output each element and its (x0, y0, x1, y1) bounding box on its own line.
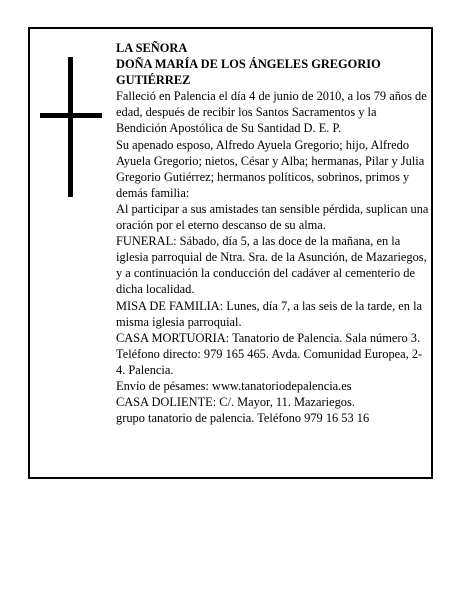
death-announcement: Falleció en Palencia el día 4 de junio de 2010, a los 79 años de edad, después de recibir los Santos Sacramentos y la Bendición Apostólica de Su Santidad D. E. P. (116, 89, 427, 136)
funeral-home-contact: grupo tanatorio de palencia. Teléfono 979 16 53 16 (116, 411, 370, 426)
cross-icon (40, 57, 104, 197)
mourning-house-info: CASA DOLIENTE: C/. Mayor, 11. Mazariegos. (116, 395, 355, 410)
notice-text (116, 40, 430, 426)
notice-heading-name: DOÑA MARÍA DE LOS ÁNGELES GREGORIO GUTIÉRREZ (116, 57, 381, 88)
cross-vertical-bar (68, 57, 73, 197)
family-members: Su apenado esposo, Alfredo Ayuela Gregorio; hijo, Alfredo Ayuela Gregorio; nietos, César y Alba; hermanas, Pilar y Julia Gregorio Gutiérrez; hermanos políticos, sobrinos, primos y demás familia: (116, 137, 425, 200)
obituary-notice (28, 27, 433, 479)
family-mass-info: MISA DE FAMILIA: Lunes, día 7, a las seis de la tarde, en la misma iglesia parroquial. (116, 298, 423, 329)
notice-heading-title: LA SEÑORA (116, 41, 188, 55)
prayer-request: Al participar a sus amistades tan sensible pérdida, suplican una oración por el eterno descanso de su alma. (116, 201, 429, 233)
funeral-info: FUNERAL: Sábado, día 5, a las doce de la mañana, en la iglesia parroquial de Ntra. Sra. de la Asunción, de Mazariegos, y a continuación la conducción del cadáver al cementerio de dicha localidad. (116, 234, 427, 297)
cross-horizontal-bar (40, 113, 102, 118)
condolences-website: Envío de pésames: www.tanatoriodepalencia.es (116, 378, 352, 393)
mortuary-info: CASA MORTUORIA: Tanatorio de Palencia. Sala número 3. Teléfono directo: 979 165 465. Avda. Comunidad Europea, 2-4. Palencia. (116, 330, 423, 377)
